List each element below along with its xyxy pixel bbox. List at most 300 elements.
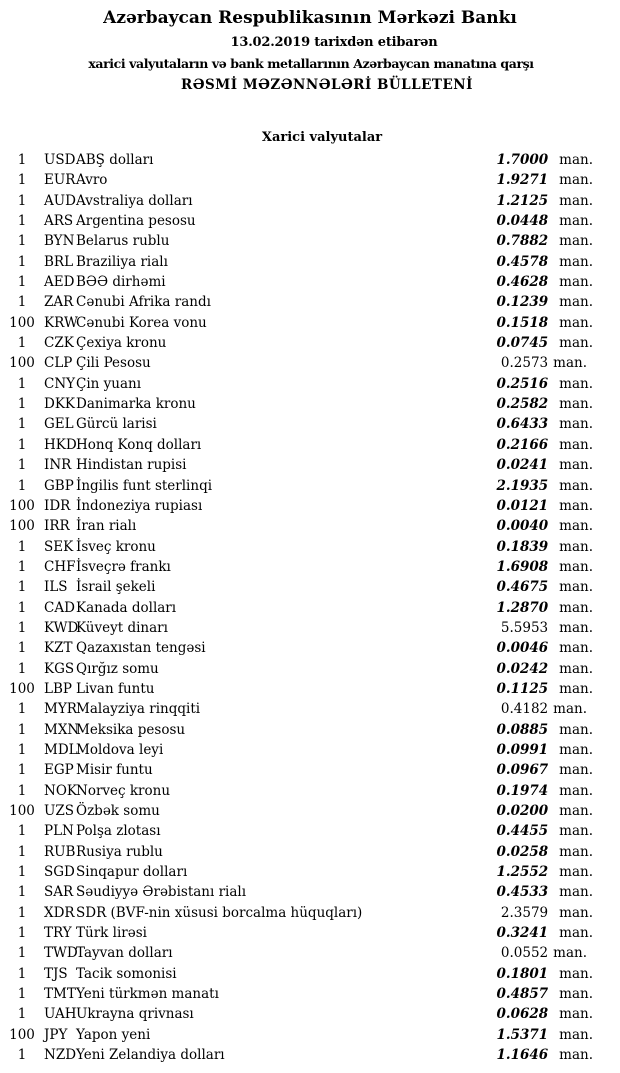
code-cell: UZS bbox=[44, 803, 75, 819]
row-spacer bbox=[196, 211, 479, 231]
code-cell: MYR bbox=[44, 701, 77, 718]
unit-cell: man. bbox=[559, 640, 593, 657]
unit-cell: man. bbox=[559, 314, 593, 331]
name-cell: Argentina pesosu bbox=[76, 213, 196, 230]
name-cell: Cənubi Afrika randı bbox=[76, 294, 211, 311]
rate-cell: 1.7000 bbox=[496, 152, 549, 168]
nominal-cell: 1 bbox=[17, 375, 27, 392]
name-cell: Çin yuanı bbox=[76, 375, 142, 392]
row-spacer bbox=[151, 353, 478, 373]
name-cell: Tayvan dolları bbox=[76, 945, 173, 962]
name-cell: Meksika pesosu bbox=[76, 721, 186, 738]
row-spacer bbox=[219, 984, 478, 1004]
table-row bbox=[0, 455, 620, 475]
table-row bbox=[0, 1045, 620, 1065]
name-cell: Gürcü larisi bbox=[76, 416, 157, 433]
table-row bbox=[0, 476, 620, 496]
row-spacer bbox=[166, 333, 478, 353]
nominal-cell: 1 bbox=[17, 965, 27, 982]
name-cell: BƏƏ dirhəmi bbox=[76, 274, 166, 291]
name-cell: Küveyt dinarı bbox=[76, 619, 168, 636]
code-cell: XDR bbox=[44, 904, 75, 921]
row-spacer bbox=[196, 394, 478, 414]
code-cell: BYN bbox=[44, 233, 75, 250]
section-title: Xarici valyutalar bbox=[261, 130, 383, 145]
code-cell: KGS bbox=[44, 660, 75, 677]
table-row bbox=[0, 781, 620, 801]
table-row bbox=[0, 699, 620, 719]
rate-cell: 0.0242 bbox=[496, 660, 549, 677]
table-row bbox=[0, 740, 620, 760]
name-cell: Ukrayna qrivnası bbox=[76, 1006, 194, 1023]
code-cell: ILS bbox=[44, 579, 68, 596]
row-spacer bbox=[171, 557, 478, 577]
rate-cell: 0.4455 bbox=[496, 823, 549, 840]
nominal-cell: 1 bbox=[17, 721, 27, 738]
table-row bbox=[0, 598, 620, 618]
table-row bbox=[0, 577, 620, 597]
code-cell: NOK bbox=[44, 782, 77, 799]
row-spacer bbox=[201, 435, 478, 455]
rate-cell: 0.3241 bbox=[496, 925, 549, 942]
row-spacer bbox=[170, 781, 478, 801]
name-cell: Moldova leyi bbox=[76, 741, 164, 758]
table-row bbox=[0, 923, 620, 943]
name-cell: Türk lirəsi bbox=[76, 925, 147, 942]
rate-cell: 0.0258 bbox=[496, 843, 549, 860]
code-cell: GEL bbox=[44, 416, 74, 433]
name-cell: Belarus rublu bbox=[76, 233, 170, 250]
table-row bbox=[0, 313, 620, 333]
code-cell: EGP bbox=[44, 762, 74, 779]
row-spacer bbox=[156, 537, 478, 557]
nominal-cell: 1 bbox=[17, 558, 27, 575]
unit-cell: man. bbox=[559, 396, 593, 413]
rate-cell: 0.1801 bbox=[496, 965, 549, 982]
unit-cell: man. bbox=[559, 884, 593, 901]
row-spacer bbox=[161, 821, 479, 841]
rate-cell: 0.0448 bbox=[496, 213, 549, 230]
unit-cell: man. bbox=[559, 986, 593, 1003]
code-cell: GBP bbox=[44, 477, 74, 494]
code-cell: KRW bbox=[44, 314, 78, 331]
row-spacer bbox=[362, 903, 478, 923]
code-cell: CLP bbox=[44, 355, 73, 372]
name-cell: Avro bbox=[76, 172, 108, 189]
row-spacer bbox=[169, 231, 478, 251]
nominal-cell: 1 bbox=[17, 1006, 27, 1023]
unit-cell: man. bbox=[559, 192, 593, 209]
row-spacer bbox=[225, 1045, 479, 1065]
name-cell: Çili Pesosu bbox=[76, 355, 151, 372]
code-cell: IRR bbox=[44, 518, 70, 535]
rate-cell: 1.2870 bbox=[496, 599, 549, 616]
unit-cell: man. bbox=[559, 274, 593, 291]
unit-cell: man. bbox=[559, 375, 593, 392]
unit-cell: man. bbox=[559, 416, 593, 433]
rate-cell: 1.2125 bbox=[496, 192, 549, 209]
table-row bbox=[0, 638, 620, 658]
nominal-cell: 1 bbox=[17, 1047, 27, 1064]
code-cell: SGD bbox=[44, 864, 75, 881]
unit-cell: man. bbox=[559, 579, 593, 596]
row-spacer bbox=[107, 170, 478, 190]
rate-cell: 0.4857 bbox=[496, 986, 549, 1003]
rate-cell: 0.0745 bbox=[496, 335, 549, 352]
row-spacer bbox=[166, 272, 479, 292]
name-cell: Özbək somu bbox=[76, 803, 160, 819]
row-spacer bbox=[173, 943, 479, 963]
name-cell: Livan funtu bbox=[76, 680, 155, 697]
table-row bbox=[0, 191, 620, 211]
name-cell: Braziliya rialı bbox=[76, 253, 168, 270]
rate-cell: 0.4675 bbox=[496, 579, 549, 596]
nominal-cell: 1 bbox=[17, 436, 27, 453]
nominal-cell: 100 bbox=[9, 803, 35, 819]
row-spacer bbox=[211, 292, 478, 312]
nominal-cell: 1 bbox=[17, 294, 27, 311]
code-cell: HKD bbox=[44, 436, 77, 453]
unit-cell: man. bbox=[559, 436, 593, 453]
nominal-cell: 1 bbox=[17, 172, 27, 189]
rate-cell: 0.1518 bbox=[496, 314, 549, 331]
rate-cell: 0.7882 bbox=[496, 233, 549, 250]
unit-cell: man. bbox=[559, 823, 593, 840]
row-spacer bbox=[200, 699, 478, 719]
unit-cell: man. bbox=[559, 1006, 593, 1023]
nominal-cell: 1 bbox=[17, 253, 27, 270]
code-cell: BRL bbox=[44, 253, 74, 270]
table-row bbox=[0, 292, 620, 312]
unit-cell: man. bbox=[559, 335, 593, 352]
table-row bbox=[0, 272, 620, 292]
row-spacer bbox=[150, 1025, 478, 1045]
code-cell: USD bbox=[44, 152, 76, 168]
rate-cell: 0.1839 bbox=[496, 538, 549, 555]
nominal-cell: 1 bbox=[17, 741, 27, 758]
table-row bbox=[0, 842, 620, 862]
row-spacer bbox=[159, 659, 478, 679]
row-spacer bbox=[212, 476, 478, 496]
table-row bbox=[0, 1025, 620, 1045]
name-cell: Honq Konq dolları bbox=[76, 436, 202, 453]
nominal-cell: 100 bbox=[9, 680, 35, 697]
row-spacer bbox=[154, 679, 478, 699]
name-cell: İsveç kronu bbox=[76, 538, 156, 555]
table-row bbox=[0, 618, 620, 638]
row-spacer bbox=[160, 801, 478, 821]
subject-line: xarici valyutaların və bank metallarının Azərbaycan manatına qarşı bbox=[88, 56, 534, 71]
rate-cell: 0.4578 bbox=[496, 253, 549, 270]
code-cell: SAR bbox=[44, 884, 74, 901]
unit-cell: man. bbox=[559, 721, 593, 738]
code-cell: ZAR bbox=[44, 294, 74, 311]
name-cell: ABŞ dolları bbox=[76, 152, 154, 168]
unit-cell: man. bbox=[559, 843, 593, 860]
unit-cell: man. bbox=[559, 599, 593, 616]
unit-cell: man. bbox=[559, 762, 593, 779]
name-cell: Çexiya kronu bbox=[76, 335, 167, 352]
nominal-cell: 100 bbox=[9, 497, 35, 514]
name-cell: Danimarka kronu bbox=[76, 396, 196, 413]
rate-cell: 0.0046 bbox=[496, 640, 549, 657]
name-cell: İndoneziya rupiası bbox=[76, 497, 203, 514]
code-cell: TRY bbox=[44, 925, 72, 942]
currency-table bbox=[0, 150, 620, 1065]
rate-cell: 1.1646 bbox=[496, 1047, 549, 1064]
nominal-cell: 1 bbox=[17, 192, 27, 209]
nominal-cell: 1 bbox=[17, 823, 27, 840]
table-row bbox=[0, 882, 620, 902]
nominal-cell: 1 bbox=[17, 416, 27, 433]
nominal-cell: 100 bbox=[9, 314, 35, 331]
rate-cell: 0.1239 bbox=[496, 294, 549, 311]
code-cell: INR bbox=[44, 457, 72, 474]
code-cell: MXN bbox=[44, 721, 80, 738]
rate-cell: 0.1974 bbox=[496, 782, 549, 799]
nominal-cell: 100 bbox=[9, 355, 35, 372]
unit-cell: man. bbox=[559, 213, 593, 230]
nominal-cell: 1 bbox=[17, 660, 27, 677]
table-row bbox=[0, 801, 620, 821]
unit-cell: man. bbox=[553, 355, 587, 372]
unit-cell: man. bbox=[559, 152, 593, 168]
table-row bbox=[0, 150, 620, 170]
code-cell: MDL bbox=[44, 741, 78, 758]
rate-cell: 1.9271 bbox=[496, 172, 549, 189]
row-spacer bbox=[207, 313, 478, 333]
nominal-cell: 100 bbox=[9, 1026, 35, 1043]
rate-cell: 0.2516 bbox=[496, 375, 549, 392]
bulletin-title: RƏSMİ MƏZƏNNƏLƏRİ BÜLLETENİ bbox=[181, 77, 473, 93]
row-spacer bbox=[194, 1004, 478, 1024]
nominal-cell: 1 bbox=[17, 986, 27, 1003]
unit-cell: man. bbox=[559, 619, 593, 636]
row-spacer bbox=[187, 862, 478, 882]
nominal-cell: 1 bbox=[17, 762, 27, 779]
table-row bbox=[0, 984, 620, 1004]
table-row bbox=[0, 720, 620, 740]
name-cell: İsrail şekeli bbox=[76, 579, 156, 596]
table-row bbox=[0, 516, 620, 536]
rate-cell: 0.2573 bbox=[500, 355, 549, 372]
table-row bbox=[0, 496, 620, 516]
nominal-cell: 1 bbox=[17, 579, 27, 596]
rate-cell: 0.4533 bbox=[496, 884, 549, 901]
table-row bbox=[0, 435, 620, 455]
rate-cell: 0.0628 bbox=[496, 1006, 549, 1023]
table-row bbox=[0, 231, 620, 251]
rate-cell: 0.1125 bbox=[496, 680, 549, 697]
name-cell: Cənubi Korea vonu bbox=[76, 314, 207, 331]
name-cell: Qazaxıstan tengəsi bbox=[76, 640, 206, 657]
code-cell: AUD bbox=[44, 192, 76, 209]
unit-cell: man. bbox=[559, 1026, 593, 1043]
rate-cell: 2.3579 bbox=[500, 904, 549, 921]
row-spacer bbox=[163, 842, 478, 862]
rate-cell: 0.0552 bbox=[500, 945, 549, 962]
nominal-cell: 1 bbox=[17, 335, 27, 352]
nominal-cell: 1 bbox=[17, 782, 27, 799]
rate-cell: 0.0967 bbox=[496, 762, 549, 779]
code-cell: AED bbox=[44, 274, 75, 291]
code-cell: RUB bbox=[44, 843, 76, 860]
table-row bbox=[0, 862, 620, 882]
name-cell: İran rialı bbox=[76, 518, 137, 535]
code-cell: CNY bbox=[44, 375, 76, 392]
nominal-cell: 1 bbox=[17, 640, 27, 657]
nominal-cell: 1 bbox=[17, 904, 27, 921]
rate-cell: 0.0200 bbox=[496, 803, 549, 819]
table-row bbox=[0, 374, 620, 394]
table-row bbox=[0, 252, 620, 272]
nominal-cell: 1 bbox=[17, 233, 27, 250]
table-row bbox=[0, 1004, 620, 1024]
nominal-cell: 1 bbox=[17, 477, 27, 494]
rate-cell: 2.1935 bbox=[496, 477, 549, 494]
rate-cell: 0.0241 bbox=[496, 457, 549, 474]
table-row bbox=[0, 943, 620, 963]
code-cell: TWD bbox=[44, 945, 78, 962]
row-spacer bbox=[153, 150, 478, 170]
row-spacer bbox=[147, 923, 478, 943]
name-cell: Yeni türkmən manatı bbox=[76, 986, 219, 1003]
code-cell: CAD bbox=[44, 599, 75, 616]
name-cell: Avstraliya dolları bbox=[76, 192, 193, 209]
row-spacer bbox=[187, 455, 479, 475]
name-cell: Malayziya rinqqiti bbox=[76, 701, 201, 718]
name-cell: Qırğız somu bbox=[76, 660, 159, 677]
nominal-cell: 1 bbox=[17, 213, 27, 230]
code-cell: TMT bbox=[44, 986, 76, 1003]
row-spacer bbox=[176, 598, 478, 618]
row-spacer bbox=[155, 577, 478, 597]
code-cell: KZT bbox=[44, 640, 73, 657]
date-line: 13.02.2019 tarixdən etibarən bbox=[230, 35, 438, 50]
nominal-cell: 1 bbox=[17, 945, 27, 962]
nominal-cell: 1 bbox=[17, 701, 27, 718]
rate-cell: 1.6908 bbox=[496, 558, 549, 575]
name-cell: Rusiya rublu bbox=[76, 843, 163, 860]
nominal-cell: 1 bbox=[17, 843, 27, 860]
code-cell: CZK bbox=[44, 335, 74, 352]
row-spacer bbox=[168, 252, 478, 272]
row-spacer bbox=[246, 882, 478, 902]
name-cell: Hindistan rupisi bbox=[76, 457, 187, 474]
code-cell: NZD bbox=[44, 1047, 77, 1064]
table-row bbox=[0, 964, 620, 984]
page-title: Azərbaycan Respublikasının Mərkəzi Bankı bbox=[103, 8, 517, 28]
rate-cell: 0.2166 bbox=[496, 436, 549, 453]
unit-cell: man. bbox=[559, 538, 593, 555]
code-cell: LBP bbox=[44, 680, 72, 697]
row-spacer bbox=[163, 740, 478, 760]
name-cell: Norveç kronu bbox=[76, 782, 171, 799]
rate-cell: 0.0885 bbox=[496, 721, 549, 738]
unit-cell: man. bbox=[559, 925, 593, 942]
unit-cell: man. bbox=[559, 558, 593, 575]
table-row bbox=[0, 903, 620, 923]
name-cell: SDR (BVF-nin xüsusi borcalma hüquqları) bbox=[76, 904, 363, 921]
nominal-cell: 1 bbox=[17, 152, 27, 168]
name-cell: Yeni Zelandiya dolları bbox=[76, 1047, 225, 1064]
rate-cell: 1.5371 bbox=[496, 1026, 549, 1043]
rate-cell: 0.0040 bbox=[496, 518, 549, 535]
unit-cell: man. bbox=[559, 518, 593, 535]
row-spacer bbox=[202, 496, 478, 516]
nominal-cell: 1 bbox=[17, 457, 27, 474]
table-row bbox=[0, 659, 620, 679]
unit-cell: man. bbox=[553, 701, 587, 718]
name-cell: Tacik somonisi bbox=[76, 965, 177, 982]
code-cell: ARS bbox=[44, 213, 74, 230]
row-spacer bbox=[141, 374, 478, 394]
unit-cell: man. bbox=[559, 1047, 593, 1064]
rate-cell: 0.0991 bbox=[496, 741, 549, 758]
name-cell: Polşa zlotası bbox=[76, 823, 161, 840]
unit-cell: man. bbox=[559, 477, 593, 494]
table-row bbox=[0, 394, 620, 414]
unit-cell: man. bbox=[553, 945, 587, 962]
nominal-cell: 1 bbox=[17, 884, 27, 901]
unit-cell: man. bbox=[559, 680, 593, 697]
nominal-cell: 100 bbox=[9, 518, 35, 535]
rate-cell: 1.2552 bbox=[496, 864, 549, 881]
name-cell: Səudiyyə Ərəbistanı rialı bbox=[76, 884, 247, 901]
name-cell: Kanada dolları bbox=[76, 599, 177, 616]
code-cell: TJS bbox=[44, 965, 68, 982]
code-cell: DKK bbox=[44, 396, 75, 413]
table-row bbox=[0, 537, 620, 557]
rate-cell: 0.4628 bbox=[496, 274, 549, 291]
table-row bbox=[0, 760, 620, 780]
unit-cell: man. bbox=[559, 497, 593, 514]
table-row bbox=[0, 170, 620, 190]
nominal-cell: 1 bbox=[17, 864, 27, 881]
unit-cell: man. bbox=[559, 294, 593, 311]
unit-cell: man. bbox=[559, 782, 593, 799]
table-row bbox=[0, 333, 620, 353]
unit-cell: man. bbox=[559, 864, 593, 881]
nominal-cell: 1 bbox=[17, 538, 27, 555]
table-row bbox=[0, 821, 620, 841]
table-row bbox=[0, 211, 620, 231]
rate-cell: 0.2582 bbox=[496, 396, 549, 413]
unit-cell: man. bbox=[559, 172, 593, 189]
table-row bbox=[0, 414, 620, 434]
rate-cell: 0.6433 bbox=[496, 416, 549, 433]
row-spacer bbox=[157, 414, 478, 434]
rate-cell: 0.4182 bbox=[500, 701, 549, 718]
unit-cell: man. bbox=[559, 660, 593, 677]
nominal-cell: 1 bbox=[17, 274, 27, 291]
name-cell: İsveçrə frankı bbox=[76, 558, 171, 575]
unit-cell: man. bbox=[559, 233, 593, 250]
row-spacer bbox=[168, 618, 478, 638]
name-cell: Sinqapur dolları bbox=[76, 864, 188, 881]
row-spacer bbox=[153, 760, 479, 780]
code-cell: UAH bbox=[44, 1006, 77, 1023]
nominal-cell: 1 bbox=[17, 396, 27, 413]
code-cell: PLN bbox=[44, 823, 74, 840]
unit-cell: man. bbox=[559, 741, 593, 758]
unit-cell: man. bbox=[559, 457, 593, 474]
bulletin-header bbox=[0, 0, 620, 96]
unit-cell: man. bbox=[559, 904, 593, 921]
nominal-cell: 1 bbox=[17, 599, 27, 616]
row-spacer bbox=[185, 720, 478, 740]
nominal-cell: 1 bbox=[17, 619, 27, 636]
